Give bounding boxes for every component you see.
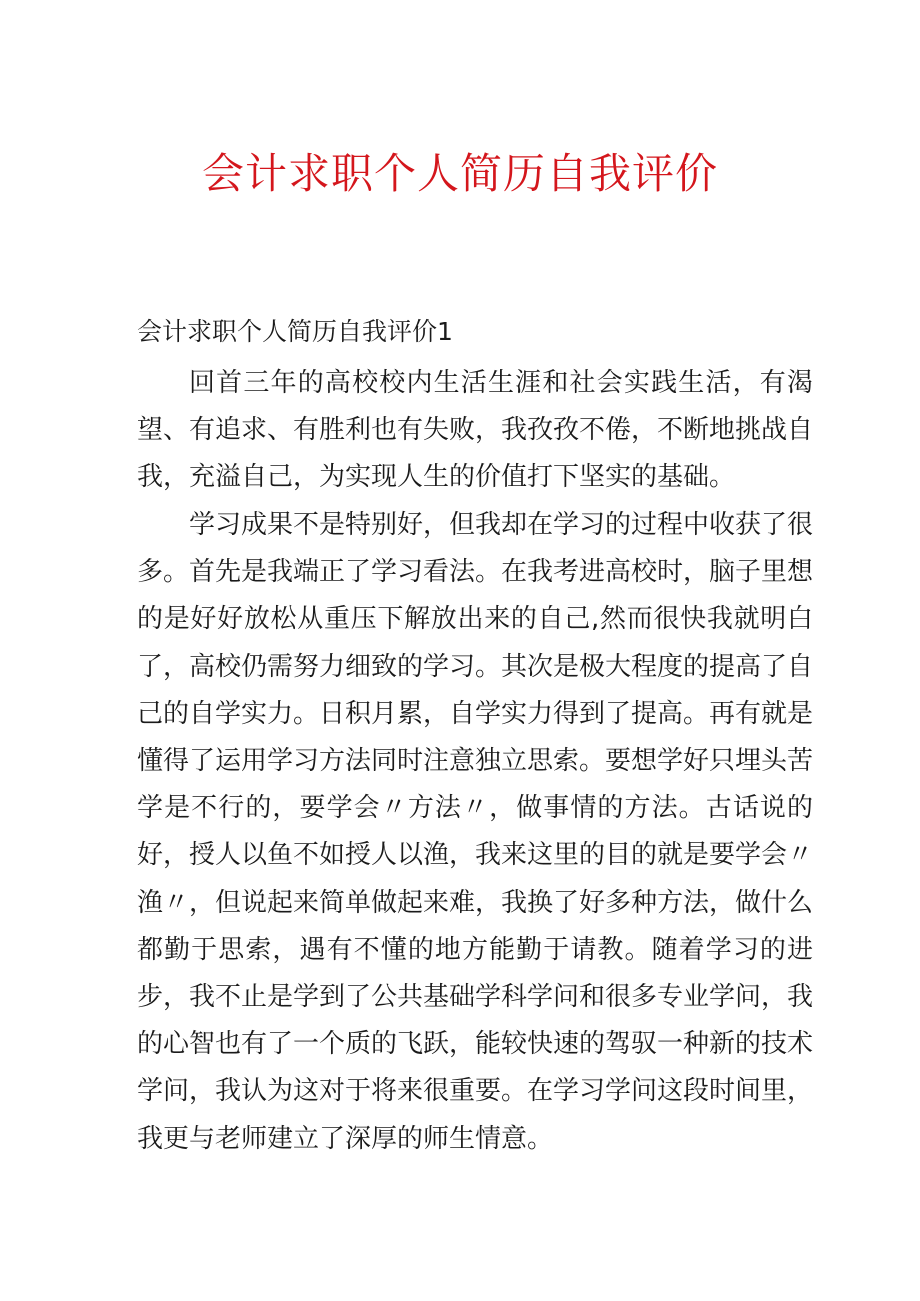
body-paragraph-1: 回首三年的高校校内生活生涯和社会实践生活，有渴望、有追求、有胜利也有失败，我孜孜不倦，不断地挑战自我，充溢自己，为实现人生的价值打下坚实的基础。	[137, 368, 814, 493]
section-heading: 会计求职个人简历自我评价1	[137, 317, 453, 346]
page-title: 会计求职个人简历自我评价	[201, 149, 718, 198]
body-paragraph-2: 学习成果不是特别好，但我却在学习的过程中收获了很多。首先是我端正了学习看法。在我考进高校时，脑子里想的是好好放松从重压下解放出来的自己,然而很快我就明白了，高校仍需努力细致的学习。其次是极大程度的提高了自己的自学实力。日积月累，自学实力得到了提高。再有就是懂得了运用学习方法同时注意独立思索。要想学好只埋头苦学是不行的，要学会〃方法〃，做事情的方法。古话说的好，授人以鱼不如授人以渔，我来这里的目的就是要学会〃渔〃，但说起来简单做起来难，我换了好多种方法，做什么都勤于思索，遇有不懂的地方能勤于请教。随着学习的进步，我不止是学到了公共基础学科学问和很多专业学问，我的心智也有了一个质的飞跃，能较快速的驾驭一种新的技术学问，我认为这对于将来很重要。在学习学问这段时间里，我更与老师建立了深厚的师生情意。	[137, 510, 814, 1154]
